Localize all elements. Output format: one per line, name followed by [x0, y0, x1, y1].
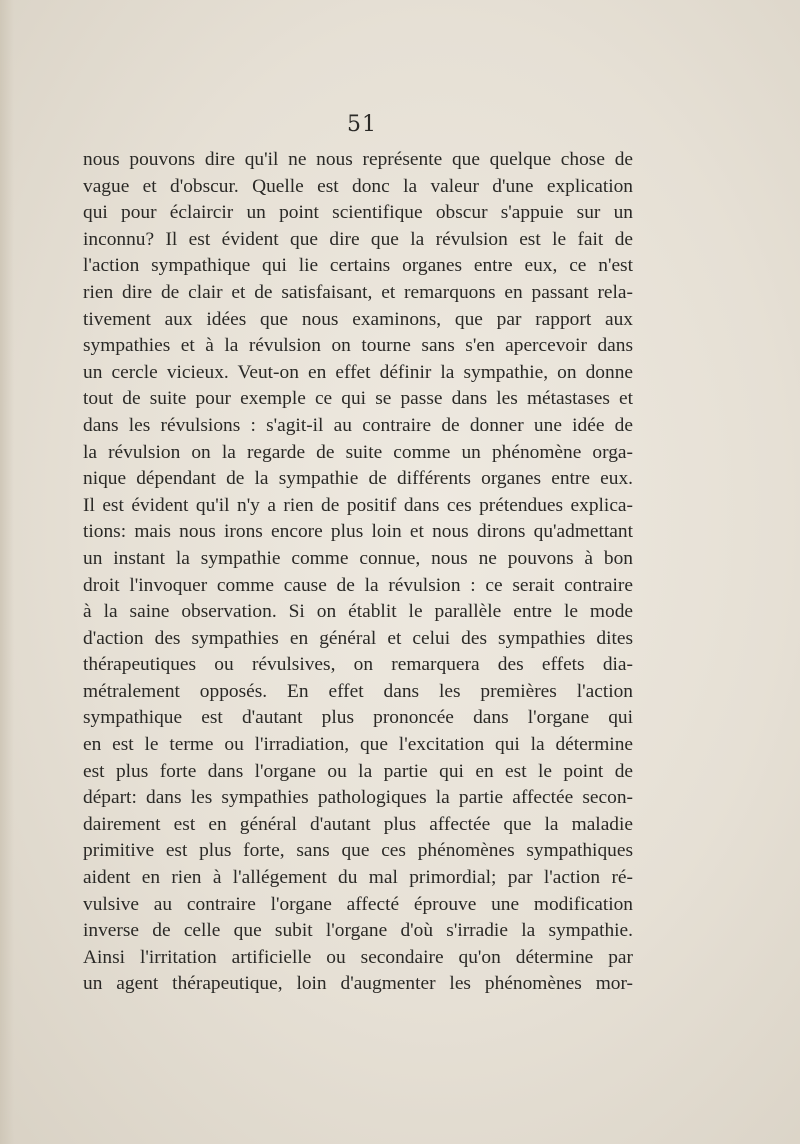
text-line: départ: dans les sympathies pathologiques la partie affectée secon- [83, 787, 633, 809]
text-line: à la saine observation. Si on établit le parallèle entre le mode [83, 601, 633, 623]
text-line: en est le terme ou l'irradiation, que l'excitation qui la détermine [83, 734, 633, 756]
text-line: aident en rien à l'allégement du mal primordial; par l'action ré- [83, 867, 633, 889]
text-line: nique dépendant de la sympathie de différents organes entre eux. [83, 468, 633, 490]
text-line: d'action des sympathies en général et celui des sympathies dites [83, 627, 633, 649]
text-line: thérapeutiques ou révulsives, on remarquera des effets dia- [83, 654, 633, 676]
text-line: vulsive au contraire l'organe affecté éprouve une modification [83, 893, 633, 915]
text-line: sympathique est d'autant plus prononcée dans l'organe qui [83, 707, 633, 729]
text-line: vague et d'obscur. Quelle est donc la valeur d'une explication [83, 175, 633, 197]
text-line: droit l'invoquer comme cause de la révulsion : ce serait contraire [83, 574, 633, 596]
text-line: est plus forte dans l'organe ou la partie qui en est le point de [83, 760, 633, 782]
text-line: inconnu? Il est évident que dire que la révulsion est le fait de [83, 228, 633, 250]
text-line: dans les révulsions : s'agit-il au contraire de donner une idée de [83, 414, 633, 436]
text-line: Il est évident qu'il n'y a rien de positif dans ces prétendues explica- [83, 494, 633, 516]
text-line: un agent thérapeutique, loin d'augmenter les phénomènes mor- [83, 973, 633, 995]
text-line: la révulsion on la regarde de suite comme un phénomène orga- [83, 441, 633, 463]
page-number: 51 [347, 112, 377, 137]
text-line: rien dire de clair et de satisfaisant, et remarquons en passant rela- [83, 281, 633, 303]
text-line: l'action sympathique qui lie certains organes entre eux, ce n'est [83, 255, 633, 277]
text-line: nous pouvons dire qu'il ne nous représente que quelque chose de [83, 149, 633, 170]
text-line: un instant la sympathie comme connue, nous ne pouvons à bon [83, 547, 633, 569]
text-line: un cercle vicieux. Veut-on en effet définir la sympathie, on donne [83, 361, 633, 383]
text-line: métralement opposés. En effet dans les premières l'action [83, 680, 633, 702]
text-line: sympathies et à la révulsion on tourne sans s'en apercevoir dans [83, 335, 633, 357]
text-line: primitive est plus forte, sans que ces phénomènes sympathiques [83, 840, 633, 862]
text-line: tions: mais nous irons encore plus loin et nous dirons qu'admettant [83, 521, 633, 543]
body-text [83, 147, 633, 998]
text-line: tivement aux idées que nous examinons, que par rapport aux [83, 308, 633, 330]
text-line: tout de suite pour exemple ce qui se passe dans les métastases et [83, 388, 633, 410]
text-line: Ainsi l'irritation artificielle ou secondaire qu'on détermine par [83, 946, 633, 968]
page-edge-shadow [0, 0, 14, 1144]
text-line: qui pour éclaircir un point scientifique obscur s'appuie sur un [83, 202, 633, 224]
text-line: inverse de celle que subit l'organe d'où s'irradie la sympathie. [83, 920, 633, 942]
text-line: dairement est en général d'autant plus affectée que la maladie [83, 813, 633, 835]
